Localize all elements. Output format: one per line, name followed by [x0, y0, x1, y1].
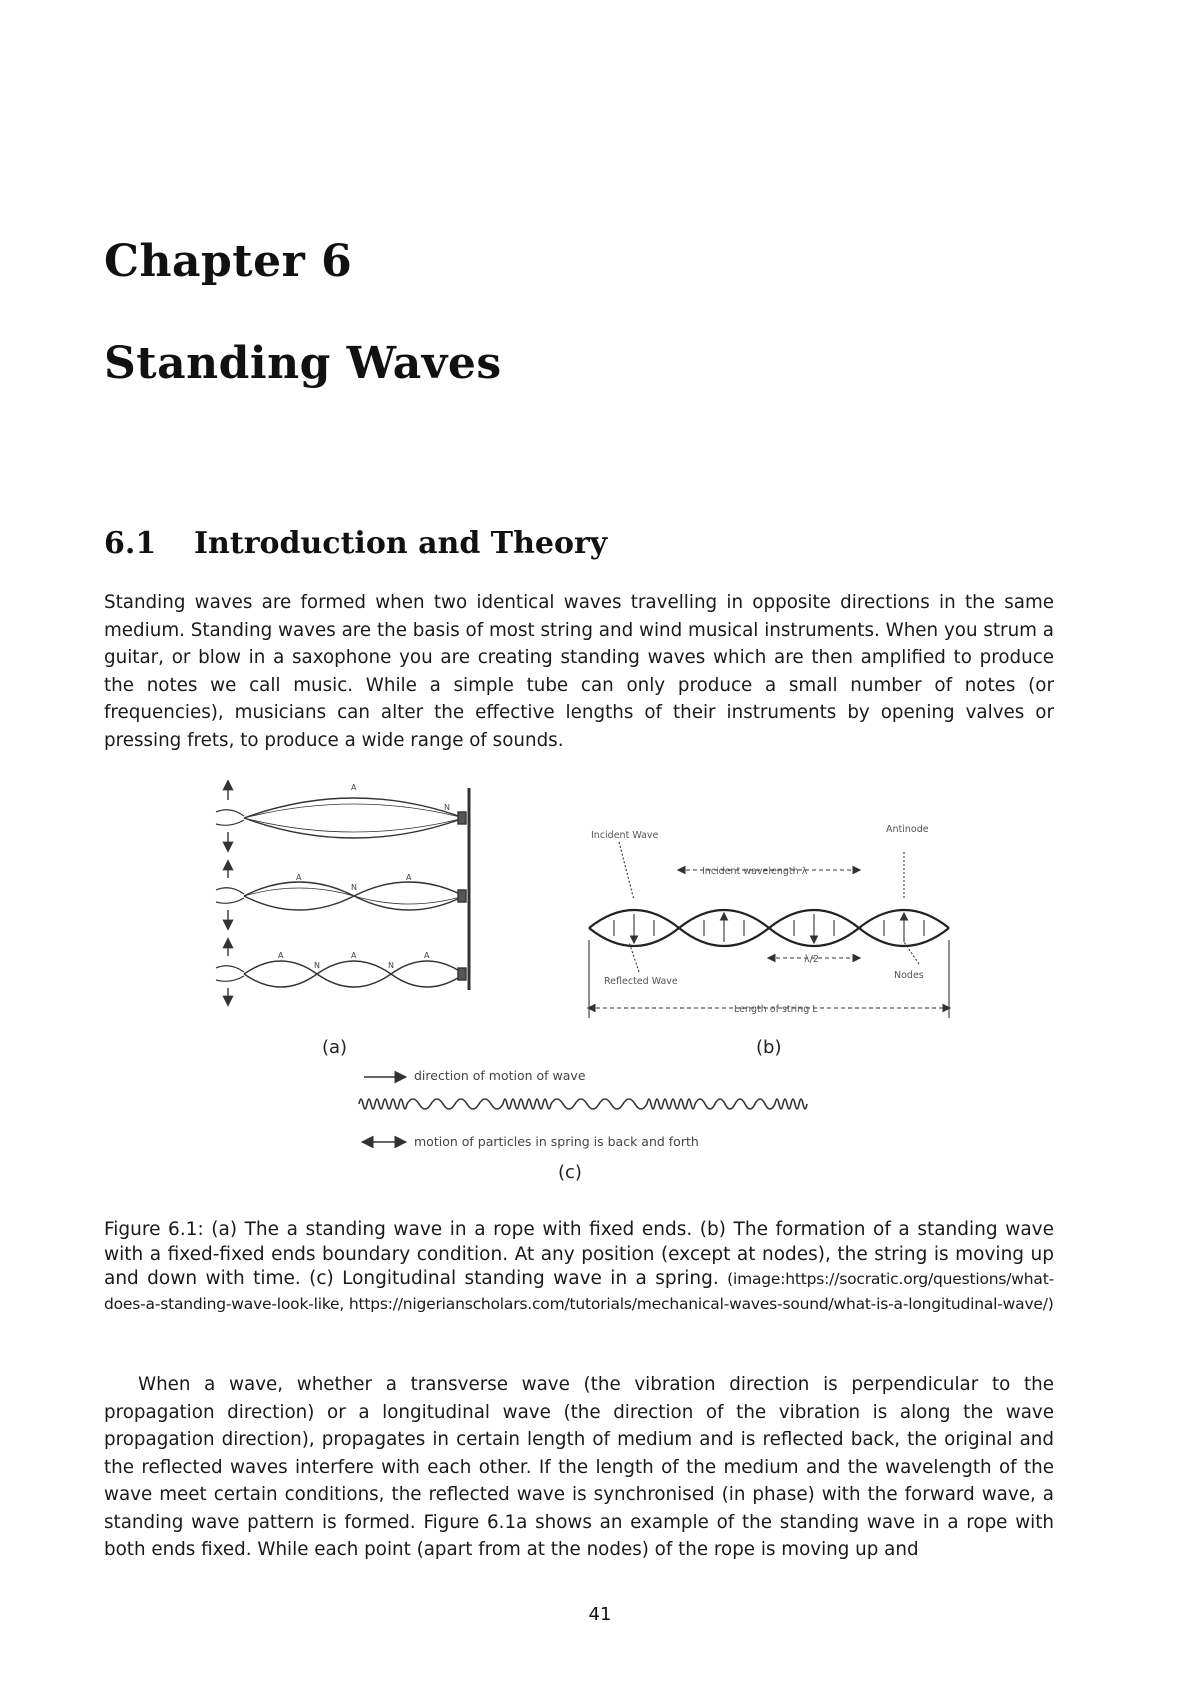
node-label-a4: N — [314, 961, 320, 970]
antinode-label-a3: A — [406, 873, 412, 882]
subfigure-label-c: (c) — [558, 1162, 582, 1183]
label-half-wavelength: λ/2 — [804, 954, 819, 965]
caption-text: Figure 6.1: (a) The a standing wave in a rope with fixed ends. (b) The formation of a standing wave with a fixed-fixed ends boundary condition. At any position (except at nodes), the string is moving up and down with time. (c) Longitudinal standing wave in a spring. — [104, 1219, 1054, 1289]
label-nodes: Nodes — [894, 970, 924, 981]
chapter-label: Chapter 6 — [104, 236, 353, 287]
label-length-of-string: Length of string L — [734, 1004, 818, 1015]
section-title: Introduction and Theory — [194, 526, 608, 561]
node-label-a2: N — [351, 883, 357, 892]
label-incident-wavelength: Incident wavelength λ — [702, 866, 808, 877]
antinode-label-a1: A — [351, 783, 357, 792]
spring-top-caption: direction of motion of wave — [414, 1068, 586, 1083]
label-reflected-wave: Reflected Wave — [604, 976, 678, 987]
antinode-label-a4: A — [278, 951, 284, 960]
page-number: 41 — [588, 1604, 612, 1625]
panel-c-spring — [359, 1077, 807, 1142]
subfigure-label-b: (b) — [756, 1037, 782, 1058]
panel-a-labels — [278, 783, 450, 970]
section-heading — [104, 526, 607, 561]
body-paragraph: When a wave, whether a transverse wave (the vibration direction is perpendicular to the propagation direction) or a longitudinal wave (the direction of the vibration is along the wave propagation direction), propagates in certain length of medium and is reflected back, the original and the reflected waves interfere with each other. If the length of the medium and the wavelength of the wave meet certain conditions, the reflected wave is synchronised (in phase) with the forward wave, a standing wave pattern is formed. Figure 6.1a shows an example of the standing wave in a rope with both ends fixed. While each point (apart from at the nodes) of the rope is moving up and — [104, 1374, 1054, 1560]
subfigure-label-a: (a) — [322, 1037, 348, 1058]
panel-a-rope-modes — [216, 782, 469, 1004]
label-incident-wave: Incident Wave — [591, 830, 659, 841]
chapter-title: Standing Waves — [104, 338, 502, 389]
caption-source: (image:https://socratic.org/questions/what-does-a-standing-wave-look-like, https://nigerianscholars.com/tutorials/mechanical-waves-sound/what-is-a-longitudinal-wave/) — [104, 1270, 1054, 1313]
spring-bottom-caption: motion of particles in spring is back and forth — [414, 1134, 699, 1149]
section-number: 6.1 — [104, 526, 157, 561]
antinode-label-a5: A — [351, 951, 357, 960]
antinode-label-a2: A — [296, 873, 302, 882]
figure-caption — [104, 1218, 1054, 1316]
intro-paragraph: Standing waves are formed when two identical waves travelling in opposite directions in the same medium. Standing waves are the basis of most string and wind musical instruments. When you strum a guitar, or blow in a saxophone you are creating standing waves which are then amplified to produce the notes we call music. While a simple tube can only produce a small number of notes (or frequencies), musicians can alter the effective lengths of their instruments by opening valves or pressing frets, to produce a wide range of sounds. — [104, 592, 1054, 751]
node-label-a5: N — [388, 961, 394, 970]
panel-b-standing-wave — [589, 910, 949, 946]
label-antinode: Antinode — [886, 824, 929, 835]
panel-b-labels — [591, 824, 929, 1015]
figure-6-1 — [104, 780, 1054, 1200]
node-label-a1: N — [444, 803, 450, 812]
antinode-label-a6: A — [424, 951, 430, 960]
